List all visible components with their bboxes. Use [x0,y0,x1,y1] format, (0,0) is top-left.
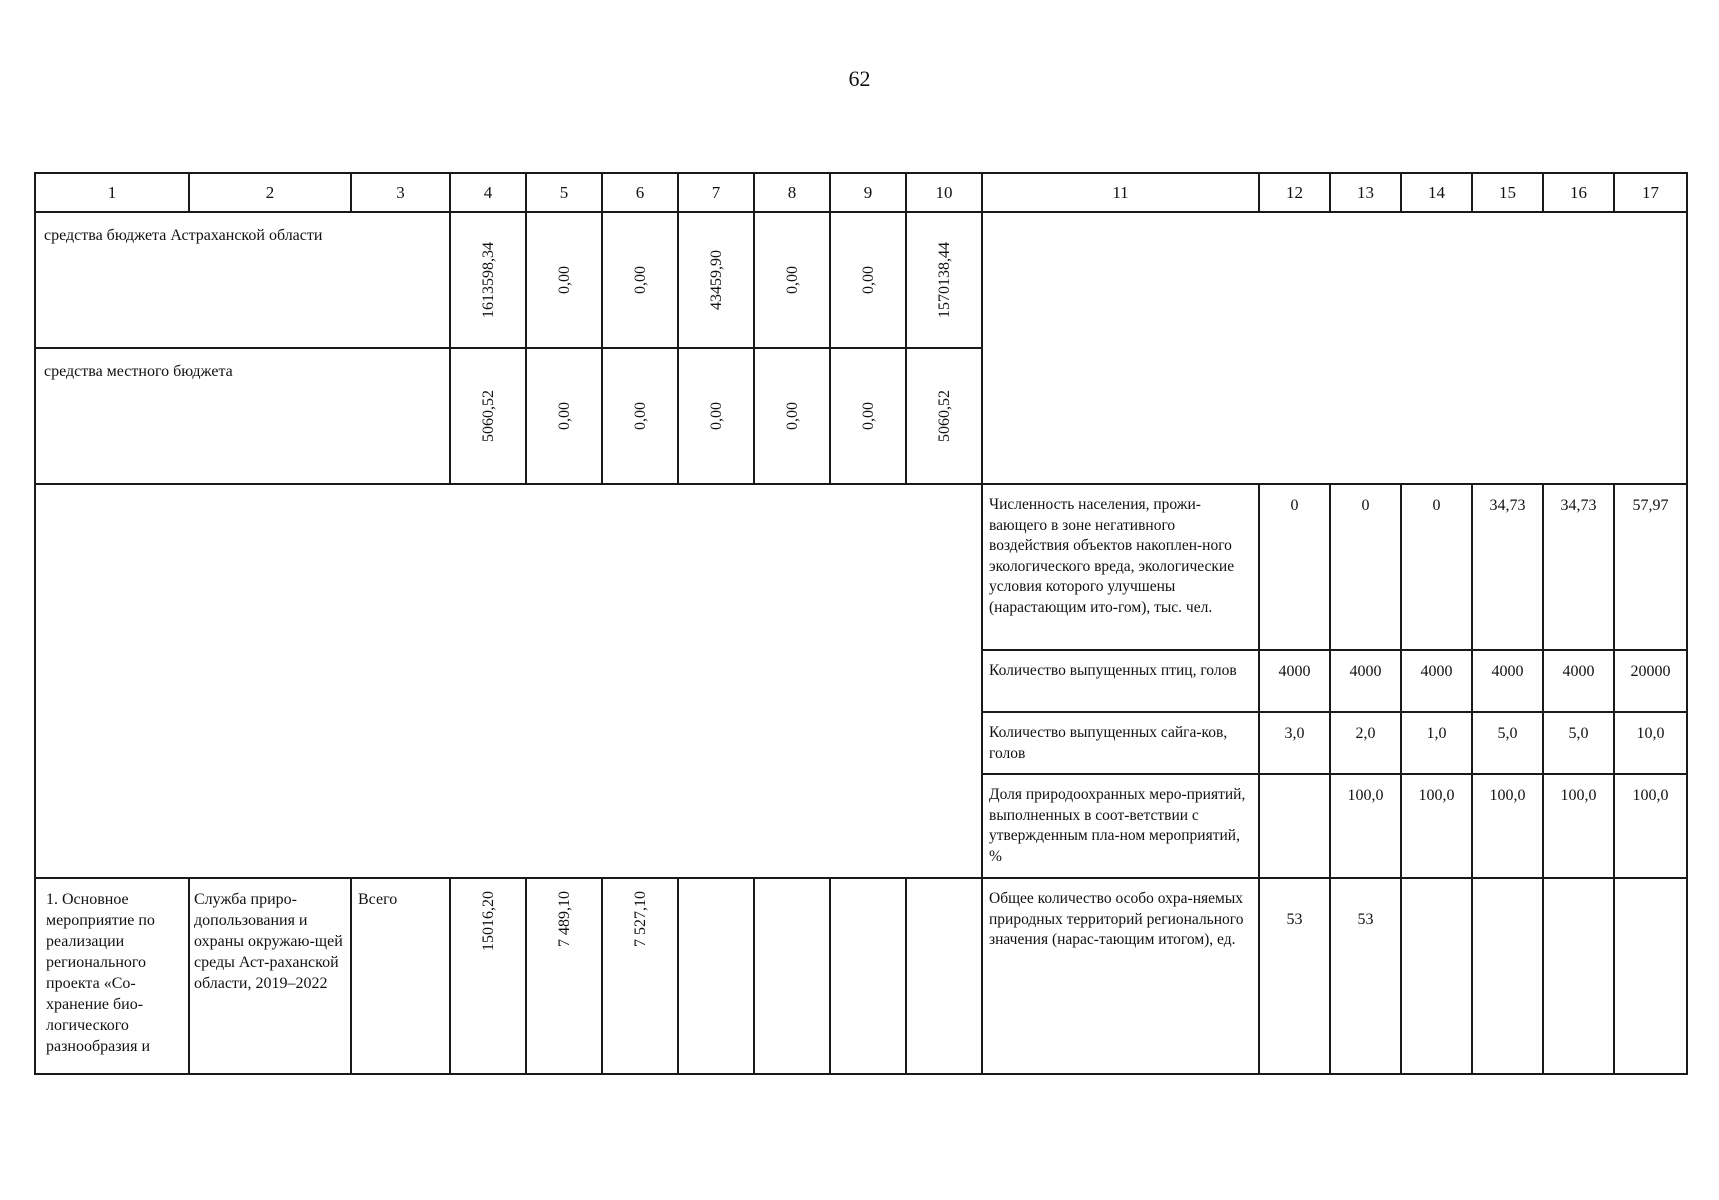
empty-finance-area [35,484,982,878]
indicator-value: 0 [1330,484,1401,650]
budget-value: 0,00 [830,212,906,348]
column-header: 3 [351,173,450,212]
budget-value: 1613598,34 [450,212,526,348]
budget-value: 0,00 [602,212,678,348]
column-header: 2 [189,173,351,212]
measure-value: 15016,20 [450,878,526,1074]
budget-source-label: средства бюджета Астраханской области [35,212,450,348]
indicator-value [1614,878,1687,1074]
measure-value [678,878,754,1074]
column-header: 8 [754,173,830,212]
indicator-value: 5,0 [1543,712,1614,774]
measure-name: 1. Основное мероприятие по реализации регионального проекта «Со-хранение био-логического разнообразия и [35,878,189,1074]
measure-value [754,878,830,1074]
column-header: 15 [1472,173,1543,212]
column-header: 6 [602,173,678,212]
measure-executor: Служба приро-допользования и охраны окружаю-щей среды Аст-раханской области, 2019–2022 [189,878,351,1074]
indicator-value [1401,878,1472,1074]
indicator-value: 1,0 [1401,712,1472,774]
indicator-value: 57,97 [1614,484,1687,650]
page-number: 62 [848,66,871,91]
indicator-value: 100,0 [1472,774,1543,878]
budget-value: 43459,90 [678,212,754,348]
indicator-name: Доля природоохранных меро-приятий, выполненных в соот-ветствии с утвержденным пла-ном мероприятий, % [982,774,1259,878]
indicator-value: 20000 [1614,650,1687,712]
measure-value [906,878,982,1074]
column-header: 10 [906,173,982,212]
indicator-value: 100,0 [1401,774,1472,878]
column-header: 17 [1614,173,1687,212]
indicator-value: 2,0 [1330,712,1401,774]
empty-indicator-area [982,212,1687,484]
budget-row-regional [35,212,1687,348]
column-header: 12 [1259,173,1330,212]
indicator-value [1543,878,1614,1074]
indicator-name: Количество выпущенных сайга-ков, голов [982,712,1259,774]
measure-value: 7 489,10 [526,878,602,1074]
budget-value: 0,00 [526,348,602,484]
indicator-value [1472,878,1543,1074]
budget-value: 0,00 [754,212,830,348]
indicator-value: 4000 [1401,650,1472,712]
measure-value [830,878,906,1074]
budget-value: 0,00 [602,348,678,484]
column-header: 16 [1543,173,1614,212]
indicator-value: 4000 [1543,650,1614,712]
budget-value: 5060,52 [450,348,526,484]
column-header: 11 [982,173,1259,212]
indicator-value: 5,0 [1472,712,1543,774]
budget-value: 0,00 [830,348,906,484]
program-table [34,172,1688,1075]
indicator-value: 4000 [1330,650,1401,712]
column-header: 4 [450,173,526,212]
indicator-row [35,484,1687,650]
budget-value: 0,00 [526,212,602,348]
indicator-value: 34,73 [1543,484,1614,650]
column-header: 14 [1401,173,1472,212]
budget-source-label: средства местного бюджета [35,348,450,484]
indicator-value: 10,0 [1614,712,1687,774]
indicator-value: 0 [1259,484,1330,650]
measure-source: Всего [351,878,450,1074]
indicator-value: 100,0 [1330,774,1401,878]
indicator-name: Общее количество особо охра-няемых природных территорий регионального значения (нарас-тающим итогом), ед. [982,878,1259,1074]
budget-value: 0,00 [678,348,754,484]
indicator-value: 100,0 [1614,774,1687,878]
indicator-value: 53 [1330,878,1401,1074]
column-header: 1 [35,173,189,212]
indicator-value: 3,0 [1259,712,1330,774]
indicator-value: 4000 [1259,650,1330,712]
indicator-value: 0 [1401,484,1472,650]
indicator-value: 53 [1259,878,1330,1074]
indicator-name: Количество выпущенных птиц, голов [982,650,1259,712]
column-header: 9 [830,173,906,212]
indicator-value: 34,73 [1472,484,1543,650]
measure-value: 7 527,10 [602,878,678,1074]
indicator-value [1259,774,1330,878]
budget-value: 1570138,44 [906,212,982,348]
indicator-value: 4000 [1472,650,1543,712]
header-row [35,173,1687,212]
column-header: 5 [526,173,602,212]
budget-value: 0,00 [754,348,830,484]
column-header: 13 [1330,173,1401,212]
budget-value: 5060,52 [906,348,982,484]
column-header: 7 [678,173,754,212]
indicator-name: Численность населения, прожи-вающего в зоне негативного воздействия объектов накоплен-ного экологического вреда, экологические условия которого улучшены (нарастающим ито-гом), тыс. чел. [982,484,1259,650]
indicator-value: 100,0 [1543,774,1614,878]
measure-row [35,878,1687,1074]
